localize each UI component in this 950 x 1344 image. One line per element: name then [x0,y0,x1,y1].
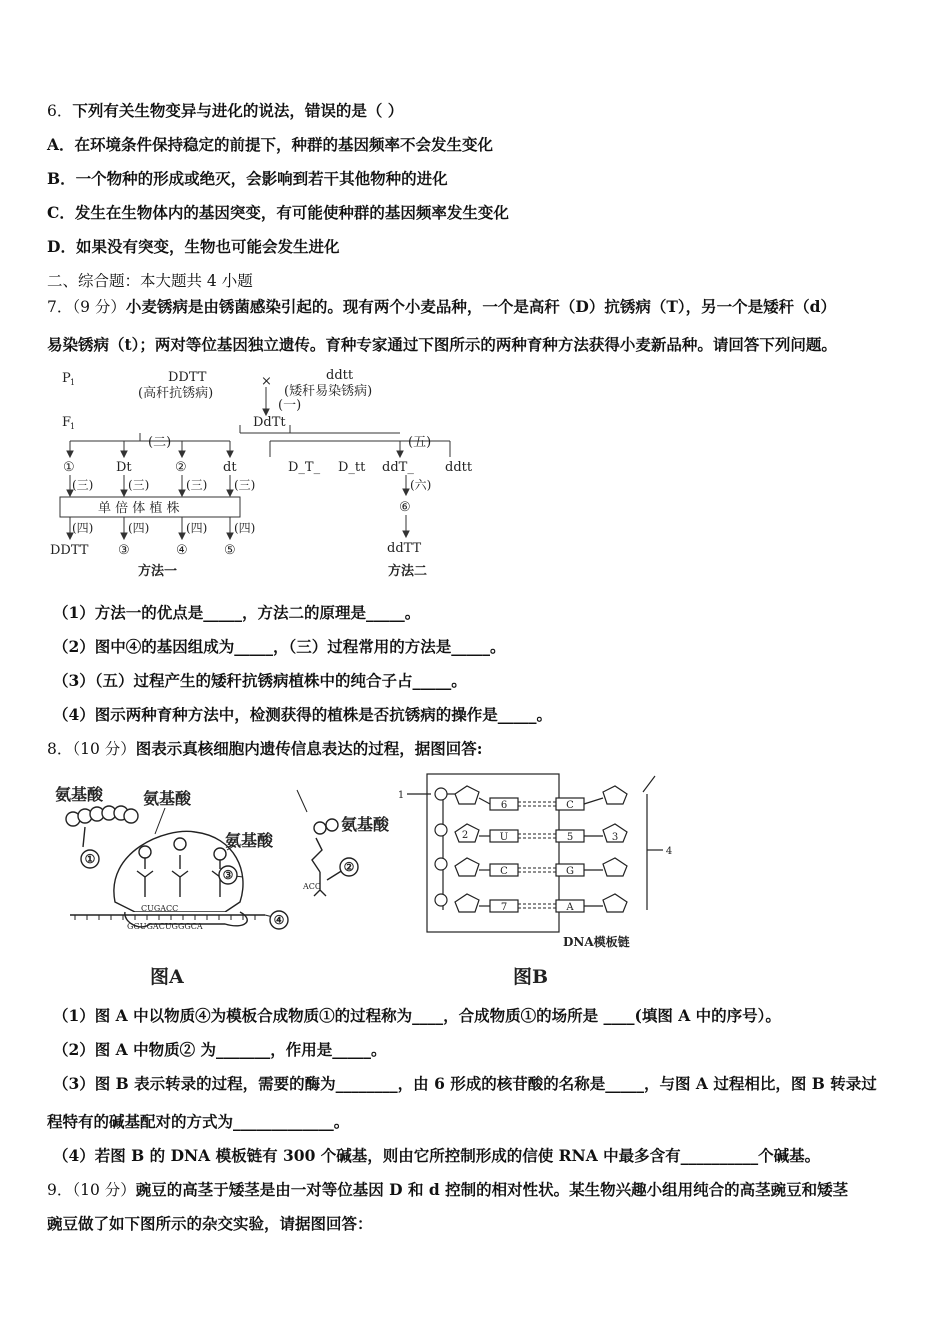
label-1: 1 [397,790,405,801]
m2-geno-4: ddtt [445,460,473,475]
q6-option-d [47,236,339,258]
haploid-box-label: 单 倍 体 植 株 [98,501,180,516]
right-base-3: G [566,866,574,877]
q6-stem [47,100,403,122]
q7-stem-line1 [47,296,836,318]
right-base-4: A [566,902,574,913]
option-key: A． [47,135,75,154]
mrna-seq: GGUGACUGGGCA [127,922,203,931]
figure-b-caption: 图B [513,966,549,988]
left-base-3: C [500,866,508,877]
amino-acid-label-1: 氨基酸 [55,785,104,804]
q8-question-2: （2）图 A 中物质② 为_______，作用是_____。 [53,1040,387,1059]
m2-geno-1: D_T_ [288,460,321,475]
option-text: 在环境条件保持稳定的前提下，种群的基因频率不会发生变化 [74,135,494,154]
q7-question-3: （3）（五）过程产生的矮秆抗锈病植株中的纯合子占_____。 [53,671,467,690]
product-4: ④ [176,543,188,558]
left-base-1: 6 [500,800,508,811]
step-one: (一) [278,398,302,413]
marker-3: ③ [222,868,234,882]
q8-number: 8． [47,740,73,758]
cross-symbol: × [261,374,272,389]
step-three-a: (三) [72,478,94,492]
amino-acid-label-3: 氨基酸 [225,831,274,850]
step-three-c: (三) [186,478,208,492]
dna-template-label: DNA模板链 [563,935,630,949]
m2-geno-3: ddT_ [382,460,414,475]
label-p1: P [62,371,71,386]
right-base-1: C [566,800,574,811]
q6-option-c [47,202,509,224]
circle-six: ⑥ [399,500,411,515]
label-f1-sub: 1 [70,422,76,431]
m2-geno-2: D_tt [338,460,366,475]
q8-question-3b: 程特有的碱基配对的方式为_____________。 [47,1112,350,1131]
figure-a-translation [45,772,395,992]
figure-a-caption: 图A [150,966,184,988]
gamete-1: ① [63,460,75,475]
left-base-2: U [499,832,509,843]
option-key: D． [47,237,76,256]
gamete-2: ② [175,460,187,475]
trna-anticodon: ACC [303,882,322,891]
q6-option-a [47,134,493,156]
step-three-b: (三) [128,478,150,492]
right-base-2: 5 [566,832,574,843]
step-four-a: (四) [72,521,94,535]
step-four-c: (四) [186,521,208,535]
parent2-phenotype: (矮秆易染锈病) [284,384,373,399]
label-3: 3 [611,832,619,843]
gamete-dt-upper: Dt [116,460,132,475]
q7-question-4: （4）图示两种育种方法中，检测获得的植株是否抗锈病的操作是_____。 [53,705,553,724]
label-p1-sub: 1 [70,378,76,387]
method-one-label: 方法一 [138,564,178,579]
q8-stem [47,738,483,760]
step-four-b: (四) [128,521,150,535]
anticodon-seq: CUGACC [141,904,179,913]
q7-score: （9 分） [72,298,126,316]
product-ddtt: DDTT [50,543,89,558]
q8-question-4: （4）若图 B 的 DNA 模板链有 300 个碱基，则由它所控制形成的信使 RNA 中最多含有__________个碱基。 [53,1146,821,1165]
option-text: 发生在生物体内的基因突变，有可能使种群的基因频率发生变化 [74,203,509,222]
q7-stem-text1: 小麦锈病是由锈菌感染引起的。现有两个小麦品种，一个是高秆（D）抗锈病（T），另一个是矮秆（d） [125,297,836,316]
q6-stem-text: 下列有关生物变异与进化的说法，错误的是（ ） [72,101,404,120]
q8-question-1: （1）图 A 中以物质④为模板合成物质①的过程称为____，合成物质①的场所是 ____(填图 A 中的序号）。 [53,1006,781,1025]
product-3: ③ [118,543,130,558]
label-4: 4 [665,846,673,857]
parent1-phenotype: (高秆抗锈病) [138,386,214,401]
label-2: 2 [461,830,469,841]
amino-acid-label-4: 氨基酸 [341,815,390,834]
step-two: (二) [148,435,172,450]
q9-stem-line2: 豌豆做了如下图所示的杂交实验，请据图回答： [47,1214,373,1233]
gamete-dt-lower: dt [223,460,237,475]
left-base-4: 7 [500,902,508,913]
q8-score: （10 分） [72,740,136,758]
product-5: ⑤ [224,543,236,558]
q6-number: 6． [47,102,73,120]
q9-number: 9． [47,1181,73,1199]
marker-4: ④ [273,913,285,927]
option-key: B． [47,169,76,188]
parent1-genotype: DDTT [168,370,207,385]
step-three-d: (三) [234,478,256,492]
marker-2: ② [343,860,355,874]
breeding-diagram [50,365,490,583]
label-f1: F [62,415,72,430]
q7-question-1: （1）方法一的优点是_____，方法二的原理是_____。 [53,603,421,622]
option-key: C． [47,203,75,222]
step-six: (六) [410,478,432,492]
q8-question-3a: （3）图 B 表示转录的过程，需要的酶为________，由 6 形成的核苷酸的名称是_____，与图 A 过程相比，图 B 转录过 [53,1074,877,1093]
q7-stem-line2: 易染锈病（t）；两对等位基因独立遗传。育种专家通过下图所示的两种育种方法获得小麦新品种。请回答下列问题。 [47,335,837,354]
option-text: 如果没有突变，生物也可能会发生进化 [75,237,340,256]
option-text: 一个物种的形成或绝灭，会影响到若干其他物种的进化 [75,169,448,188]
f1-genotype: DdTt [253,415,286,430]
step-four-d: (四) [234,521,256,535]
q7-number: 7． [47,298,73,316]
q9-stem-line1 [47,1179,848,1201]
q9-stem-text1: 豌豆的高茎于矮茎是由一对等位基因 D 和 d 控制的相对性状。某生物兴趣小组用纯合的高茎豌豆和矮茎 [135,1180,849,1199]
step-five: (五) [408,435,432,450]
q9-score: （10 分） [72,1181,136,1199]
marker-1: ① [84,852,96,866]
parent2-genotype: ddtt [326,368,354,383]
q7-question-2: （2）图中④的基因组成为_____，（三）过程常用的方法是_____。 [53,637,506,656]
figure-b-transcription [395,770,695,992]
q6-option-b [47,168,448,190]
m2-final-genotype: ddTT [387,541,422,556]
method-two-label: 方法二 [388,564,428,579]
amino-acid-label-2: 氨基酸 [143,789,192,808]
section-title: 二、综合题：本大题共 4 小题 [47,272,253,290]
q8-stem-text: 图表示真核细胞内遗传信息表达的过程，据图回答: [135,739,483,758]
